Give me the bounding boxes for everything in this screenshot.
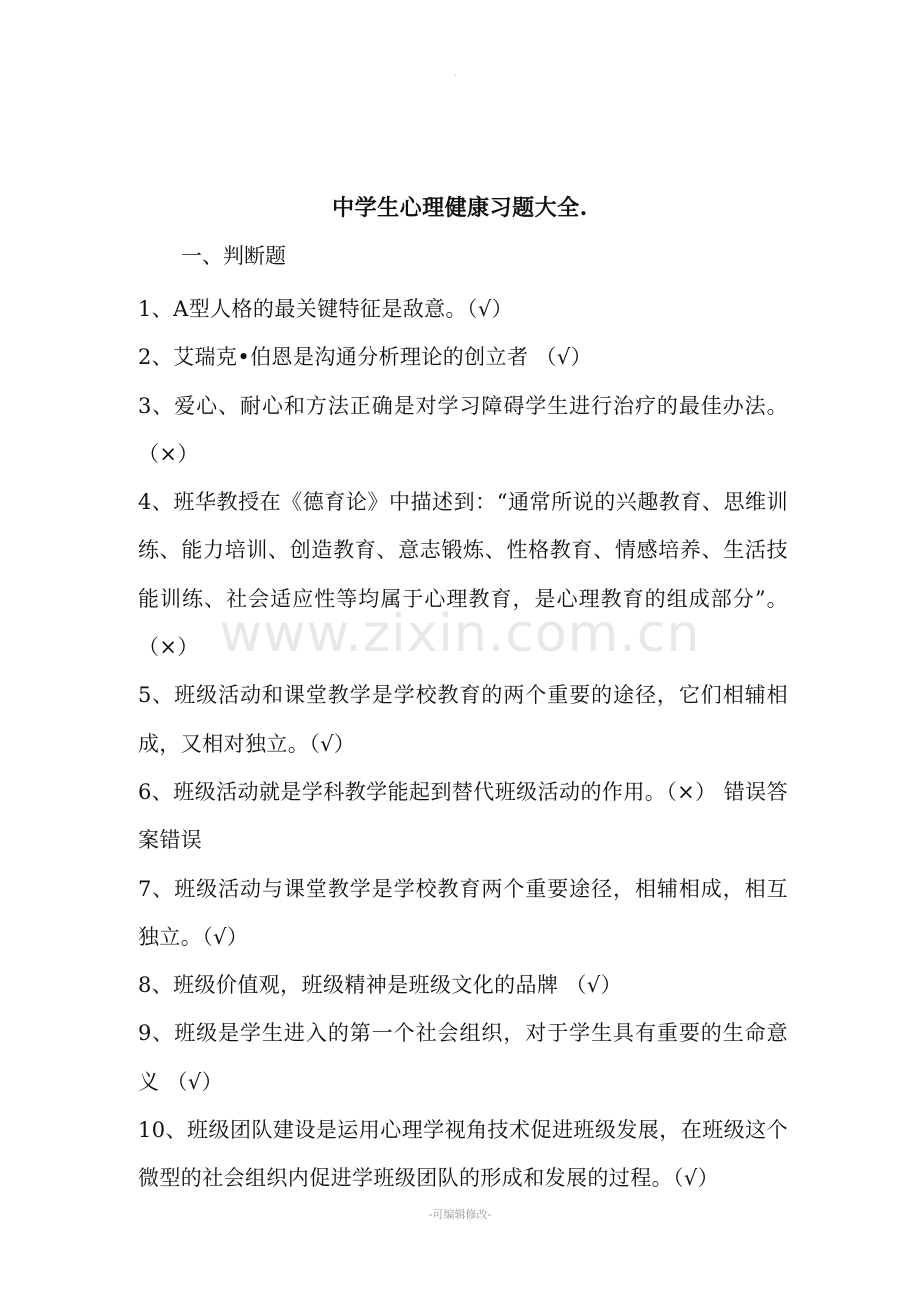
question-item-7: 7、班级活动与课堂教学是学校教育两个重要途径，相辅相成，相互独立。（√） xyxy=(138,876,788,949)
question-item-1: 1、A型人格的最关键特征是敌意。（√） xyxy=(138,297,514,321)
question-item-5: 5、班级活动和课堂教学是学校教育的两个重要的途径，它们相辅相成，又相对独立。（√） xyxy=(138,683,788,756)
question-item-9: 9、班级是学生进入的第一个社会组织，对于学生具有重要的生命意义 （√） xyxy=(138,1021,788,1094)
question-item-2: 2、艾瑞克•伯恩是沟通分析理论的创立者 （√） xyxy=(138,345,593,370)
page-footer: -可编辑修改- xyxy=(428,1208,492,1221)
document-title: 中学生心理健康习题大全. xyxy=(332,195,588,221)
question-item-8: 8、班级价值观，班级精神是班级文化的品牌 （√） xyxy=(138,973,623,998)
question-item-3: 3、爱心、耐心和方法正确是对学习障碍学生进行治疗的最佳办法。（×） xyxy=(138,393,788,466)
question-item-6: 6、班级活动就是学科教学能起到替代班级活动的作用。（×） 错误答案错误 xyxy=(138,779,788,853)
watermark: www.zixin.com.cn xyxy=(219,604,701,664)
question-list xyxy=(138,285,788,1203)
question-item-10: 10、班级团队建设是运用心理学视角技术促进班级发展，在班级这个微型的社会组织内促进学班级团队的形成和发展的过程。（√） xyxy=(138,1118,788,1191)
header-mark: · xyxy=(454,71,458,82)
question-item-4: 4、班华教授在《德育论》中描述到：“通常所说的兴趣教育、思维训练、能力培训、创造教育、意志锻炼、性格教育、情感培养、生活技能训练、社会适应性等均属于心理教育，是心理教育的组成部分”。（×） xyxy=(138,490,788,660)
section-heading: 一、判断题 xyxy=(181,244,286,268)
